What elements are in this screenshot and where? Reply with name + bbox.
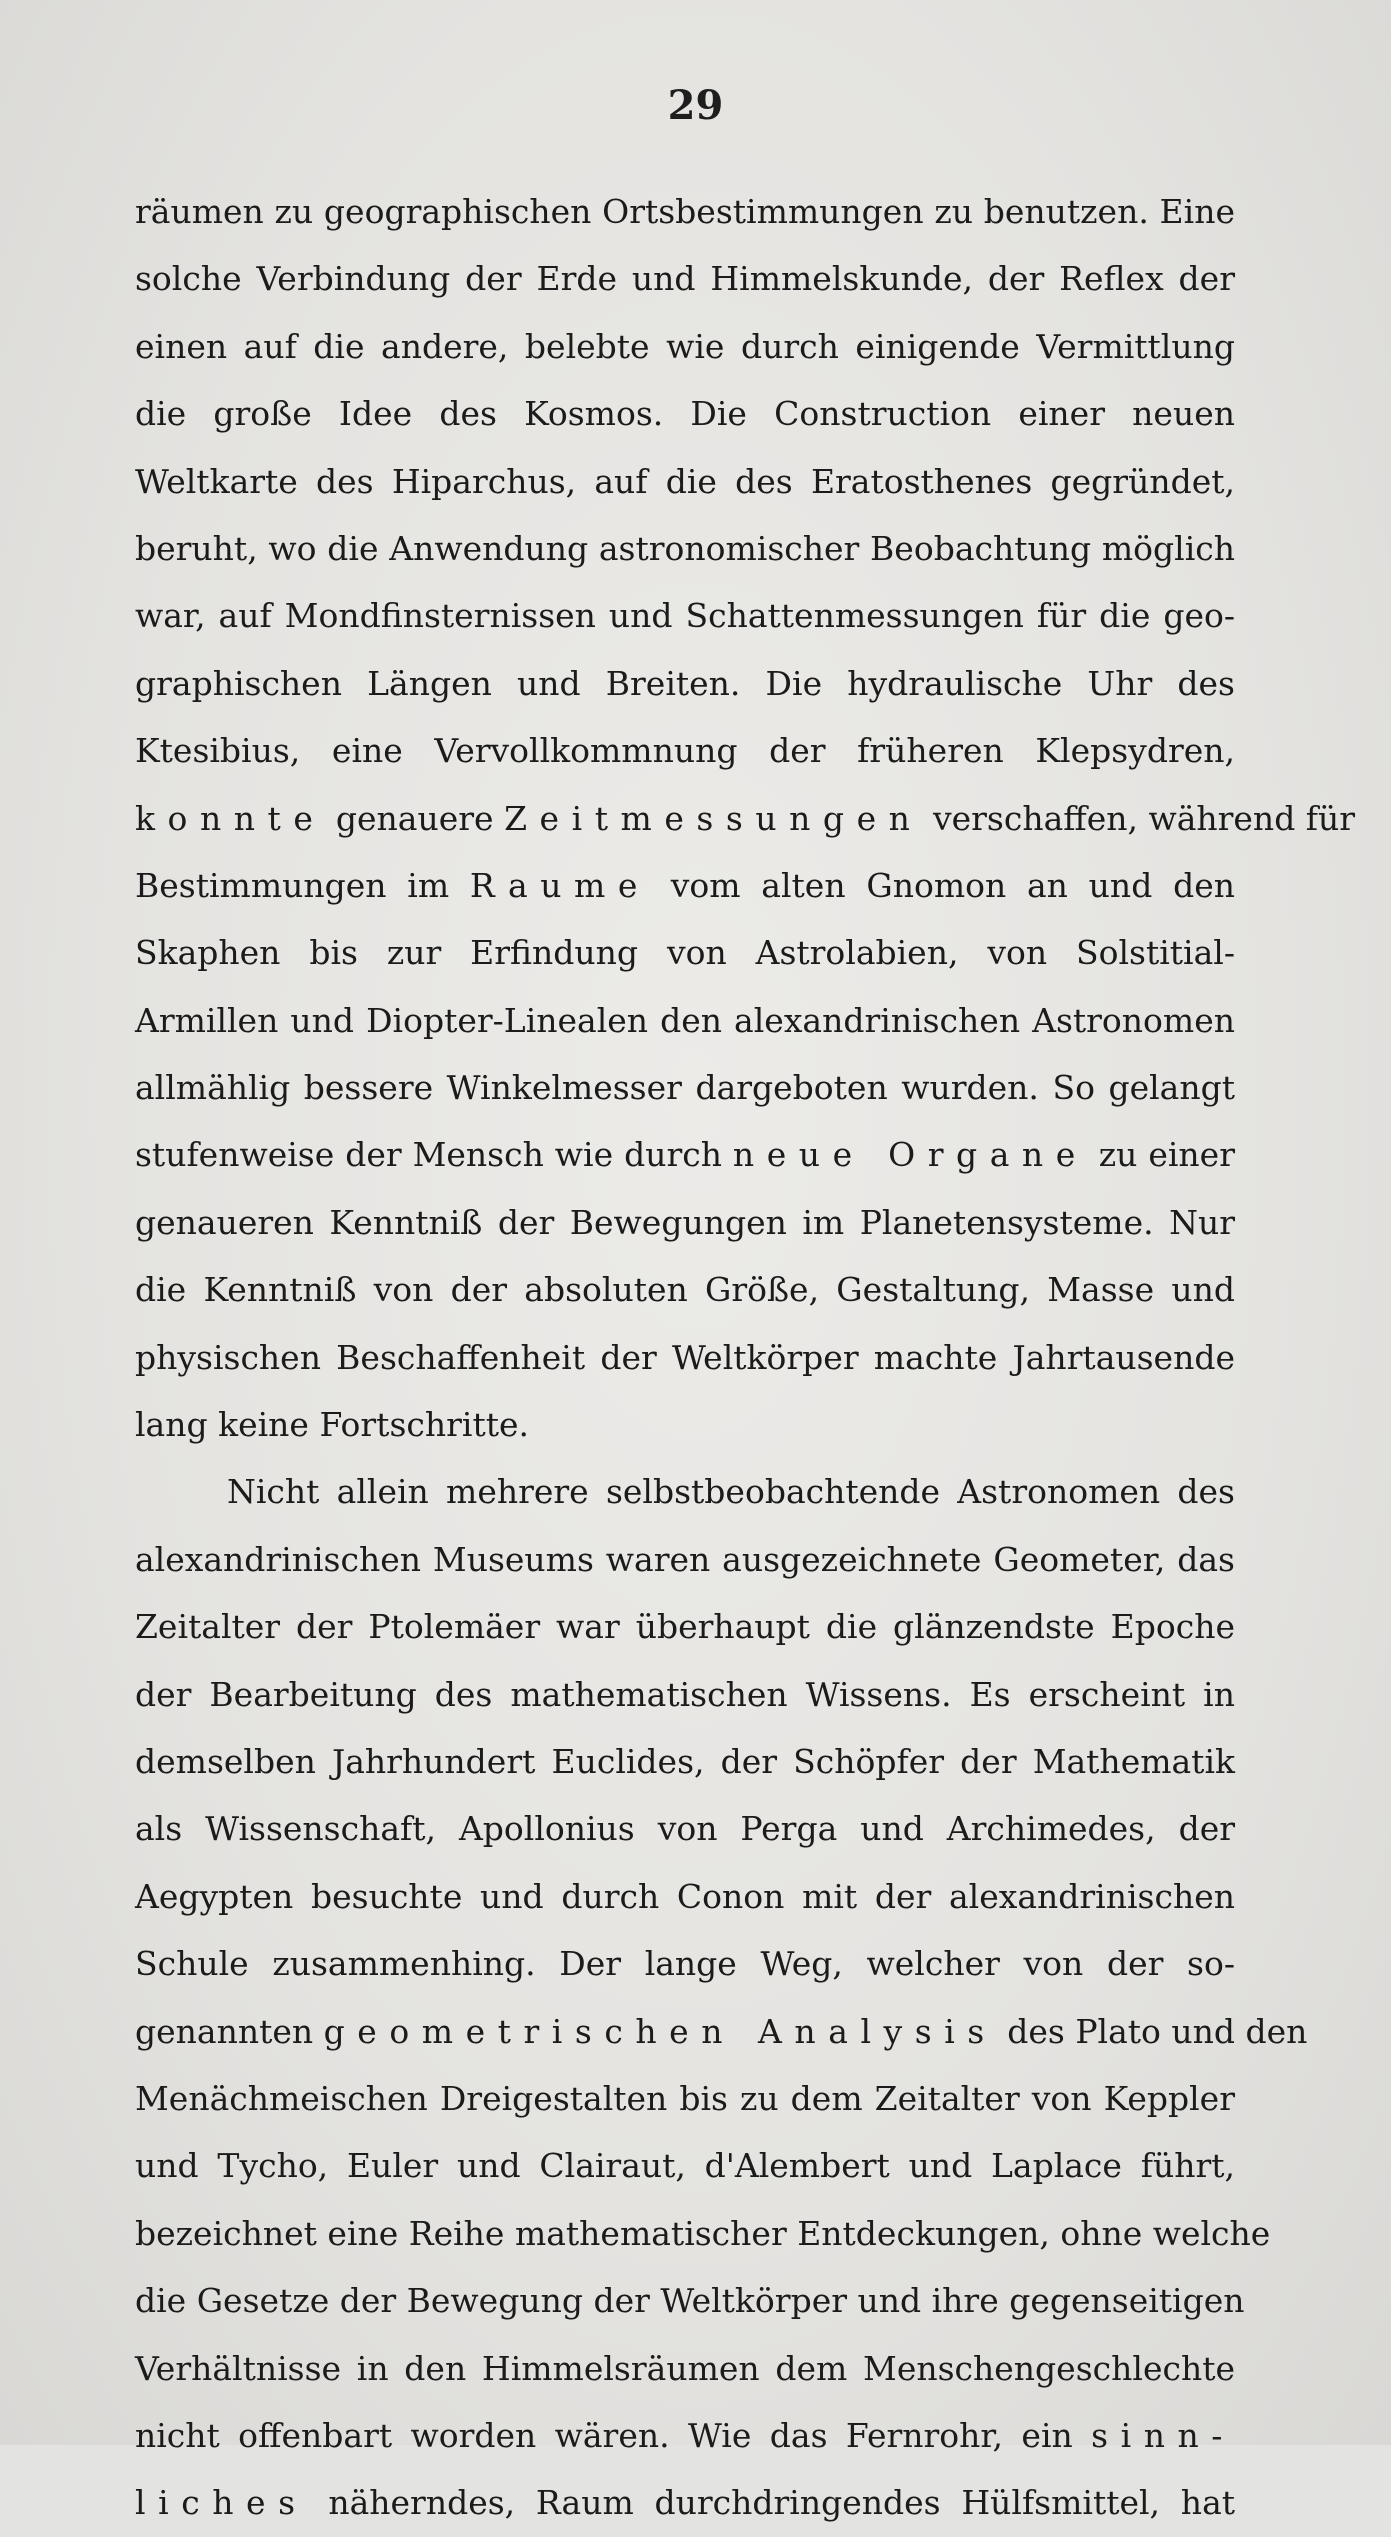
text-segment: des Plato und den bbox=[996, 2011, 1308, 2051]
text-line bbox=[135, 785, 1356, 852]
text-line bbox=[135, 1863, 1235, 1930]
text-line bbox=[135, 2267, 1245, 2334]
text-segment: Nicht allein mehrere selbstbeobachtende Astronomen des bbox=[227, 1472, 1235, 1512]
text-segment: Armillen und Diopter-Linealen den alexandrinischen Astronomen bbox=[135, 1000, 1235, 1040]
text-line bbox=[135, 1728, 1235, 1795]
emphasized-text: neue Organe bbox=[732, 1135, 1088, 1175]
text-line bbox=[135, 919, 1235, 986]
body-text bbox=[135, 178, 1356, 2537]
text-line bbox=[135, 313, 1235, 380]
text-segment: genauere bbox=[325, 798, 505, 838]
text-line bbox=[135, 717, 1235, 784]
text-segment: solche Verbindung der Erde und Himmelskunde, der Reflex der bbox=[135, 259, 1235, 299]
text-segment: näherndes, Raum durchdringendes Hülfsmittel, hat bbox=[307, 2483, 1235, 2523]
text-line bbox=[135, 1121, 1235, 1188]
text-segment: zu einer bbox=[1087, 1135, 1235, 1175]
text-line bbox=[135, 1593, 1235, 1660]
text-segment: Zeitalter der Ptolemäer war überhaupt die glänzendste Epoche bbox=[135, 1607, 1235, 1647]
text-line bbox=[135, 650, 1235, 717]
text-segment: Menächmeischen Dreigestalten bis zu dem Zeitalter von Keppler bbox=[135, 2078, 1235, 2118]
text-line bbox=[135, 245, 1235, 312]
emphasized-text: konnte bbox=[135, 798, 326, 838]
text-line bbox=[135, 2132, 1235, 2199]
text-line bbox=[135, 448, 1235, 515]
text-line bbox=[135, 1661, 1235, 1728]
text-segment: graphischen Längen und Breiten. Die hydraulische Uhr des bbox=[135, 663, 1235, 703]
text-line bbox=[135, 1391, 1235, 1458]
text-line bbox=[135, 1324, 1235, 1391]
text-line bbox=[135, 2469, 1235, 2536]
text-line bbox=[135, 380, 1235, 447]
text-segment: genaueren Kenntniß der Bewegungen im Planetensysteme. Nur bbox=[135, 1202, 1235, 1242]
page-number: 29 bbox=[667, 82, 724, 129]
text-line bbox=[135, 515, 1235, 582]
text-line bbox=[135, 1256, 1235, 1323]
text-segment: einen auf die andere, belebte wie durch einigende Vermittlung bbox=[135, 326, 1235, 366]
text-segment: verschaffen, während für bbox=[922, 798, 1356, 838]
text-segment: vom alten Gnomon an und den bbox=[649, 865, 1235, 905]
text-line bbox=[135, 852, 1235, 919]
text-segment: räumen zu geographischen Ortsbestimmungen zu benutzen. Eine bbox=[135, 192, 1235, 231]
text-line bbox=[135, 2200, 1271, 2267]
text-segment: als Wissenschaft, Apollonius von Perga und Archimedes, der bbox=[135, 1809, 1235, 1849]
text-segment: bezeichnet eine Reihe mathematischer Entdeckungen, ohne welche bbox=[135, 2213, 1271, 2253]
text-segment: lang keine Fortschritte. bbox=[135, 1405, 529, 1445]
emphasized-text: Raume bbox=[469, 865, 650, 905]
text-segment: physischen Beschaffenheit der Weltkörper machte Jahrtausende bbox=[135, 1337, 1235, 1377]
text-segment: Bestimmungen im bbox=[135, 865, 470, 905]
text-line bbox=[135, 2065, 1235, 2132]
text-segment: die große Idee des Kosmos. Die Construction einer neuen bbox=[135, 394, 1235, 434]
text-segment: der Bearbeitung des mathematischen Wissens. Es erscheint in bbox=[135, 1674, 1235, 1714]
text-segment: die Gesetze der Bewegung der Weltkörper und ihre gegenseitigen bbox=[135, 2281, 1245, 2321]
text-line bbox=[135, 2402, 1235, 2469]
text-line bbox=[135, 1189, 1235, 1256]
text-segment: genannten bbox=[135, 2011, 324, 2051]
text-segment: Schule zusammenhing. Der lange Weg, welcher von der so- bbox=[135, 1944, 1235, 1984]
emphasized-text: geometrischen Analysis bbox=[323, 2011, 997, 2051]
text-line bbox=[135, 178, 1235, 245]
text-segment: Aegypten besuchte und durch Conon mit der alexandrinischen bbox=[135, 1876, 1235, 1916]
text-segment: war, auf Mondfinsternissen und Schattenmessungen für die geo- bbox=[135, 596, 1235, 636]
text-segment: Verhältnisse in den Himmelsräumen dem Menschengeschlechte bbox=[135, 2348, 1235, 2388]
text-segment: nicht offenbart worden wären. Wie das Fernrohr, ein bbox=[135, 2415, 1092, 2455]
text-segment: Ktesibius, eine Vervollkommnung der früheren Klepsydren, bbox=[135, 731, 1235, 771]
text-line bbox=[135, 1458, 1235, 1525]
text-segment: demselben Jahrhundert Euclides, der Schöpfer der Mathematik bbox=[135, 1741, 1235, 1781]
text-line bbox=[135, 1998, 1308, 2065]
text-line bbox=[135, 1795, 1235, 1862]
text-segment: alexandrinischen Museums waren ausgezeichnete Geometer, das bbox=[135, 1539, 1235, 1579]
text-segment: Weltkarte des Hiparchus, auf die des Eratosthenes gegründet, bbox=[135, 461, 1235, 501]
emphasized-text: sinn- bbox=[1091, 2415, 1235, 2455]
text-line bbox=[135, 2335, 1235, 2402]
text-segment: allmählig bessere Winkelmesser dargeboten wurden. So gelangt bbox=[135, 1068, 1235, 1108]
text-line bbox=[135, 987, 1235, 1054]
text-line bbox=[135, 1526, 1235, 1593]
emphasized-text: liches bbox=[135, 2483, 308, 2523]
text-segment: beruht, wo die Anwendung astronomischer Beobachtung möglich bbox=[135, 528, 1235, 568]
text-segment: und Tycho, Euler und Clairaut, d'Alembert und Laplace führt, bbox=[135, 2146, 1235, 2186]
text-segment: stufenweise der Mensch wie durch bbox=[135, 1135, 733, 1175]
text-segment: die Kenntniß von der absoluten Größe, Gestaltung, Masse und bbox=[135, 1270, 1235, 1310]
text-segment: Skaphen bis zur Erfindung von Astrolabien, von Solstitial- bbox=[135, 933, 1235, 973]
emphasized-text: Zeitmessungen bbox=[504, 798, 923, 838]
text-line bbox=[135, 582, 1235, 649]
text-line bbox=[135, 1054, 1235, 1121]
text-line bbox=[135, 1930, 1235, 1997]
